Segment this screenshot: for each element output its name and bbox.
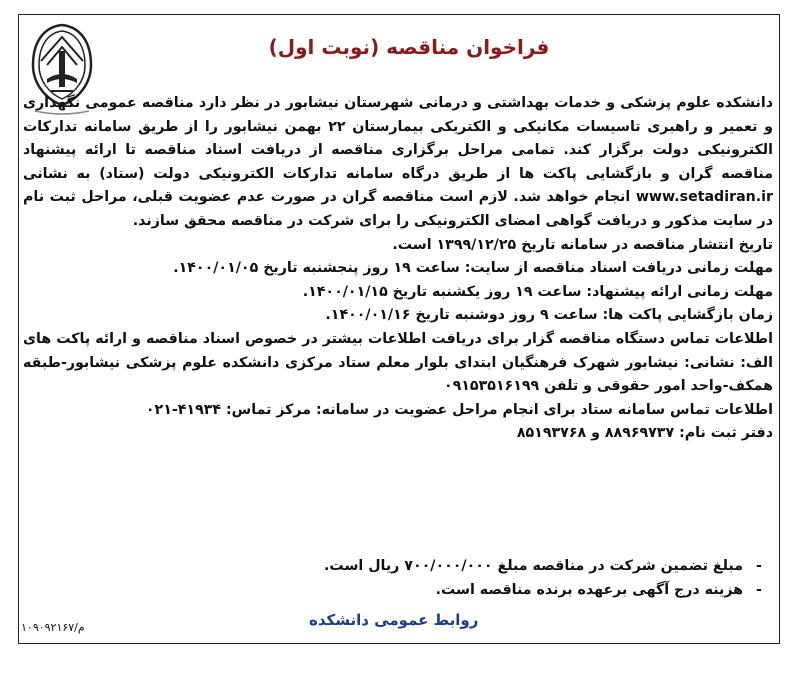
list-item (324, 579, 767, 603)
guarantee-amount-note: مبلغ تضمین شرکت در مناقصه مبلغ ۷۰۰/۰۰۰/۰۰۰ ریال است. (324, 558, 743, 574)
notice-code: ۱۰۹۰۹۲۱۶۷/م (21, 621, 85, 634)
intro-paragraph: دانشکده علوم پزشکی و خدمات بهداشتی و درمانی شهرستان نیشابور در نظر دارد مناقصه عمومی نگهداری و تعمیر و راهبری تاسیسات مکانیکی و الکتریکی بیمارستان ۲۲ بهمن نیشابور را از طریق سامانه تدارکات الکترونیکی دولت برگزار کند. تمامی مراحل برگزاری مناقصه از دریافت اسناد مناقصه تا ارائه پیشنهاد مناقصه گران و بازگشایی پاکت ها از طریق درگاه سامانه تدارکات الکترونیکی دولت (ستاد) به نشانی www.setadiran.ir انجام خواهد شد. لازم است مناقصه گران در صورت عدم عضویت قبلی، مراحل ثبت نام در سایت مذکور و دریافت گواهی امضای الکترونیکی را برای شرکت در مناقصه محقق سازند. (23, 95, 773, 229)
list-item (324, 555, 767, 579)
notice-title: فراخوان مناقصه (نوبت اول) (268, 35, 550, 59)
ad-cost-note: هزینه درج آگهی برعهده برنده مناقصه است. (435, 581, 743, 598)
document-deadline-line: مهلت زمانی دریافت اسناد مناقصه از سایت: ساعت ۱۹ روز پنجشنبه تاریخ ۱۴۰۰/۰۱/۰۵. (173, 260, 773, 277)
registration-office-line: دفتر ثبت نام: ۸۸۹۶۹۷۳۷ و ۸۵۱۹۳۷۶۸ (516, 425, 773, 442)
bullet-marker: - (756, 558, 762, 574)
bullet-marker: - (756, 581, 762, 598)
contact-info-paragraph: اطلاعات تماس دستگاه مناقصه گزار برای دریافت اطلاعات بیشتر در خصوص اسناد مناقصه و ارائه پاکت های الف: نشانی: نیشابور شهرک فرهنگیان ابتدای بلوار معلم ستاد مرکزی دانشکده علوم پزشکی نیشابور-طبقه همکف-واحد امور حقوقی و تلفن ۰۹۱۵۳۵۱۶۱۹۹ (23, 330, 773, 395)
notice-frame (18, 14, 780, 644)
opening-time-line: زمان بازگشایی پاکت ها: ساعت ۹ روز دوشنبه تاریخ ۱۴۰۰/۰۱/۱۶. (325, 307, 773, 324)
public-relations-signature: روابط عمومی دانشکده (309, 611, 479, 629)
publish-date-line: تاریخ انتشار مناقصه در سامانه تاریخ ۱۳۹۹/۱۲/۲۵ است. (392, 236, 773, 253)
setad-contact-line: اطلاعات تماس سامانه ستاد برای انجام مراحل عضویت در سامانه: مرکز تماس: ۴۱۹۳۴-۰۲۱ (145, 401, 773, 418)
proposal-deadline-line: مهلت زمانی ارائه پیشنهاد: ساعت ۱۹ روز یکشنبه تاریخ ۱۴۰۰/۰۱/۱۵. (302, 283, 773, 300)
notice-body (23, 92, 773, 446)
notes-list (324, 555, 767, 602)
